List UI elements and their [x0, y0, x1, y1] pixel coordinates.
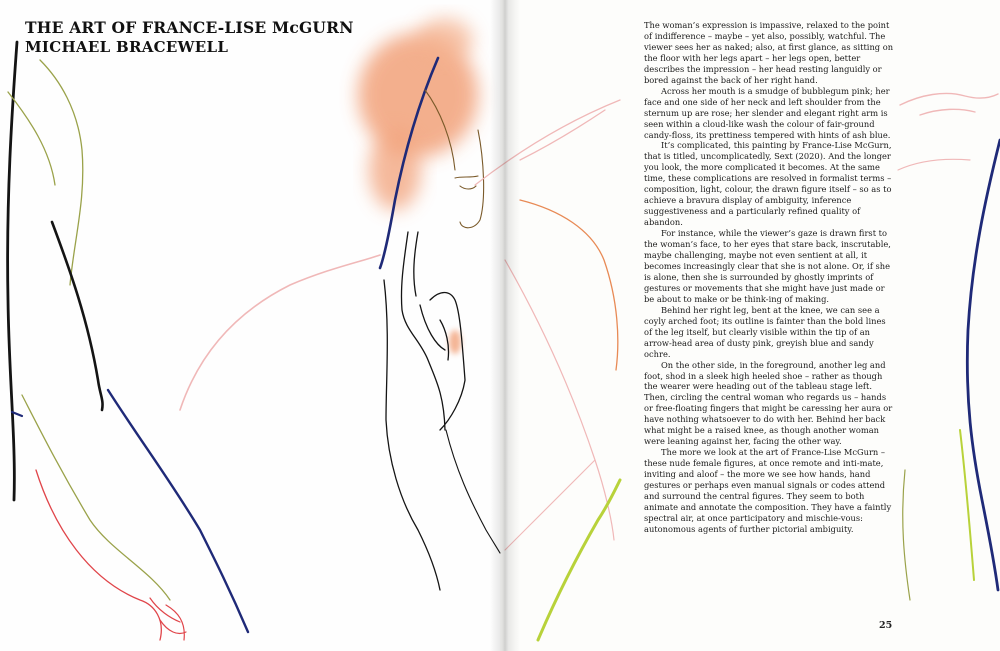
article-title: THE ART OF FRANCE-LISE McGURN: [25, 18, 354, 37]
page-gutter: [490, 0, 520, 651]
hand-wash: [449, 330, 461, 354]
article-body: [644, 20, 894, 535]
article-paragraph: Behind her right leg, bent at the knee, we can see a coyly arched foot; its outline is fainter than the bold lines of the leg itself, but clearly visible within the tip of an arrow-head area of dusty pink, greyish blue and sandy ochre.: [644, 304, 886, 359]
article-author: MICHAEL BRACEWELL: [25, 38, 229, 56]
article-paragraph: On the other side, in the foreground, another leg and foot, shod in a sleek high heeled shoe – rather as though the wearer were heading out of the tableau stage left. Then, circling the central woman who regards us – hands or free-floating fingers that might be caressing her aura or have nothing whatsoever to do with her. Behind her back what might be a raised knee, as though another woman were leaning against her, facing the other way.: [644, 359, 893, 447]
article-paragraph: The woman’s expression is impassive, relaxed to the point of indifference – maybe – yet also, possibly, watchful. The viewer sees her as naked; also, at first glance, as sitting on the floor with her legs apart – her legs open, better describes the impression – her head resting languidly or bored against the back of her right hand.: [644, 20, 894, 85]
article-paragraph: For instance, while the viewer’s gaze is drawn first to the woman’s face, to her eyes that stare back, inscrutable, maybe challenging, maybe not even sentient at all, it becomes increasingly clear that she is not alone. Or, if she is alone, then she is surrounded by ghostly imprints of gestures or movements that she might have just made or be about to make or be think-ing of making.: [644, 228, 891, 304]
article-paragraph: It’s complicated, this painting by France-Lise McGurn, that is titled, uncomplicatedly, Sext (2020). And the longer you look, the more complicated it becomes. At the same time, these complications are resolved in formalist terms – composition, light, colour, the drawn figure itself – so as to achieve a bravura display of ambiguity, inference suggestiveness and a particularly refined quality of abandon.: [644, 140, 892, 228]
article-paragraph: Across her mouth is a smudge of bubblegum pink; her face and one side of her neck and left shoulder from the sternum up are rose; her slender and elegant right arm is seen within a cloud-like wash the colour of fair-ground candy-floss, its prettiness tempered with hints of ash blue.: [644, 85, 891, 140]
page-number: 25: [879, 620, 893, 631]
article-paragraph: The more we look at the art of France-Lise McGurn – these nude female figures, at once remote and inti-mate, inviting and aloof – the more we see how hands, hand gestures or perhaps even manual signals or codes attend and surround the central figures. They seem to both animate and annotate the composition. They have a faintly spectral air, at once participatory and mischie-vous: autonomous agents of further pictorial ambiguity.: [644, 447, 892, 534]
